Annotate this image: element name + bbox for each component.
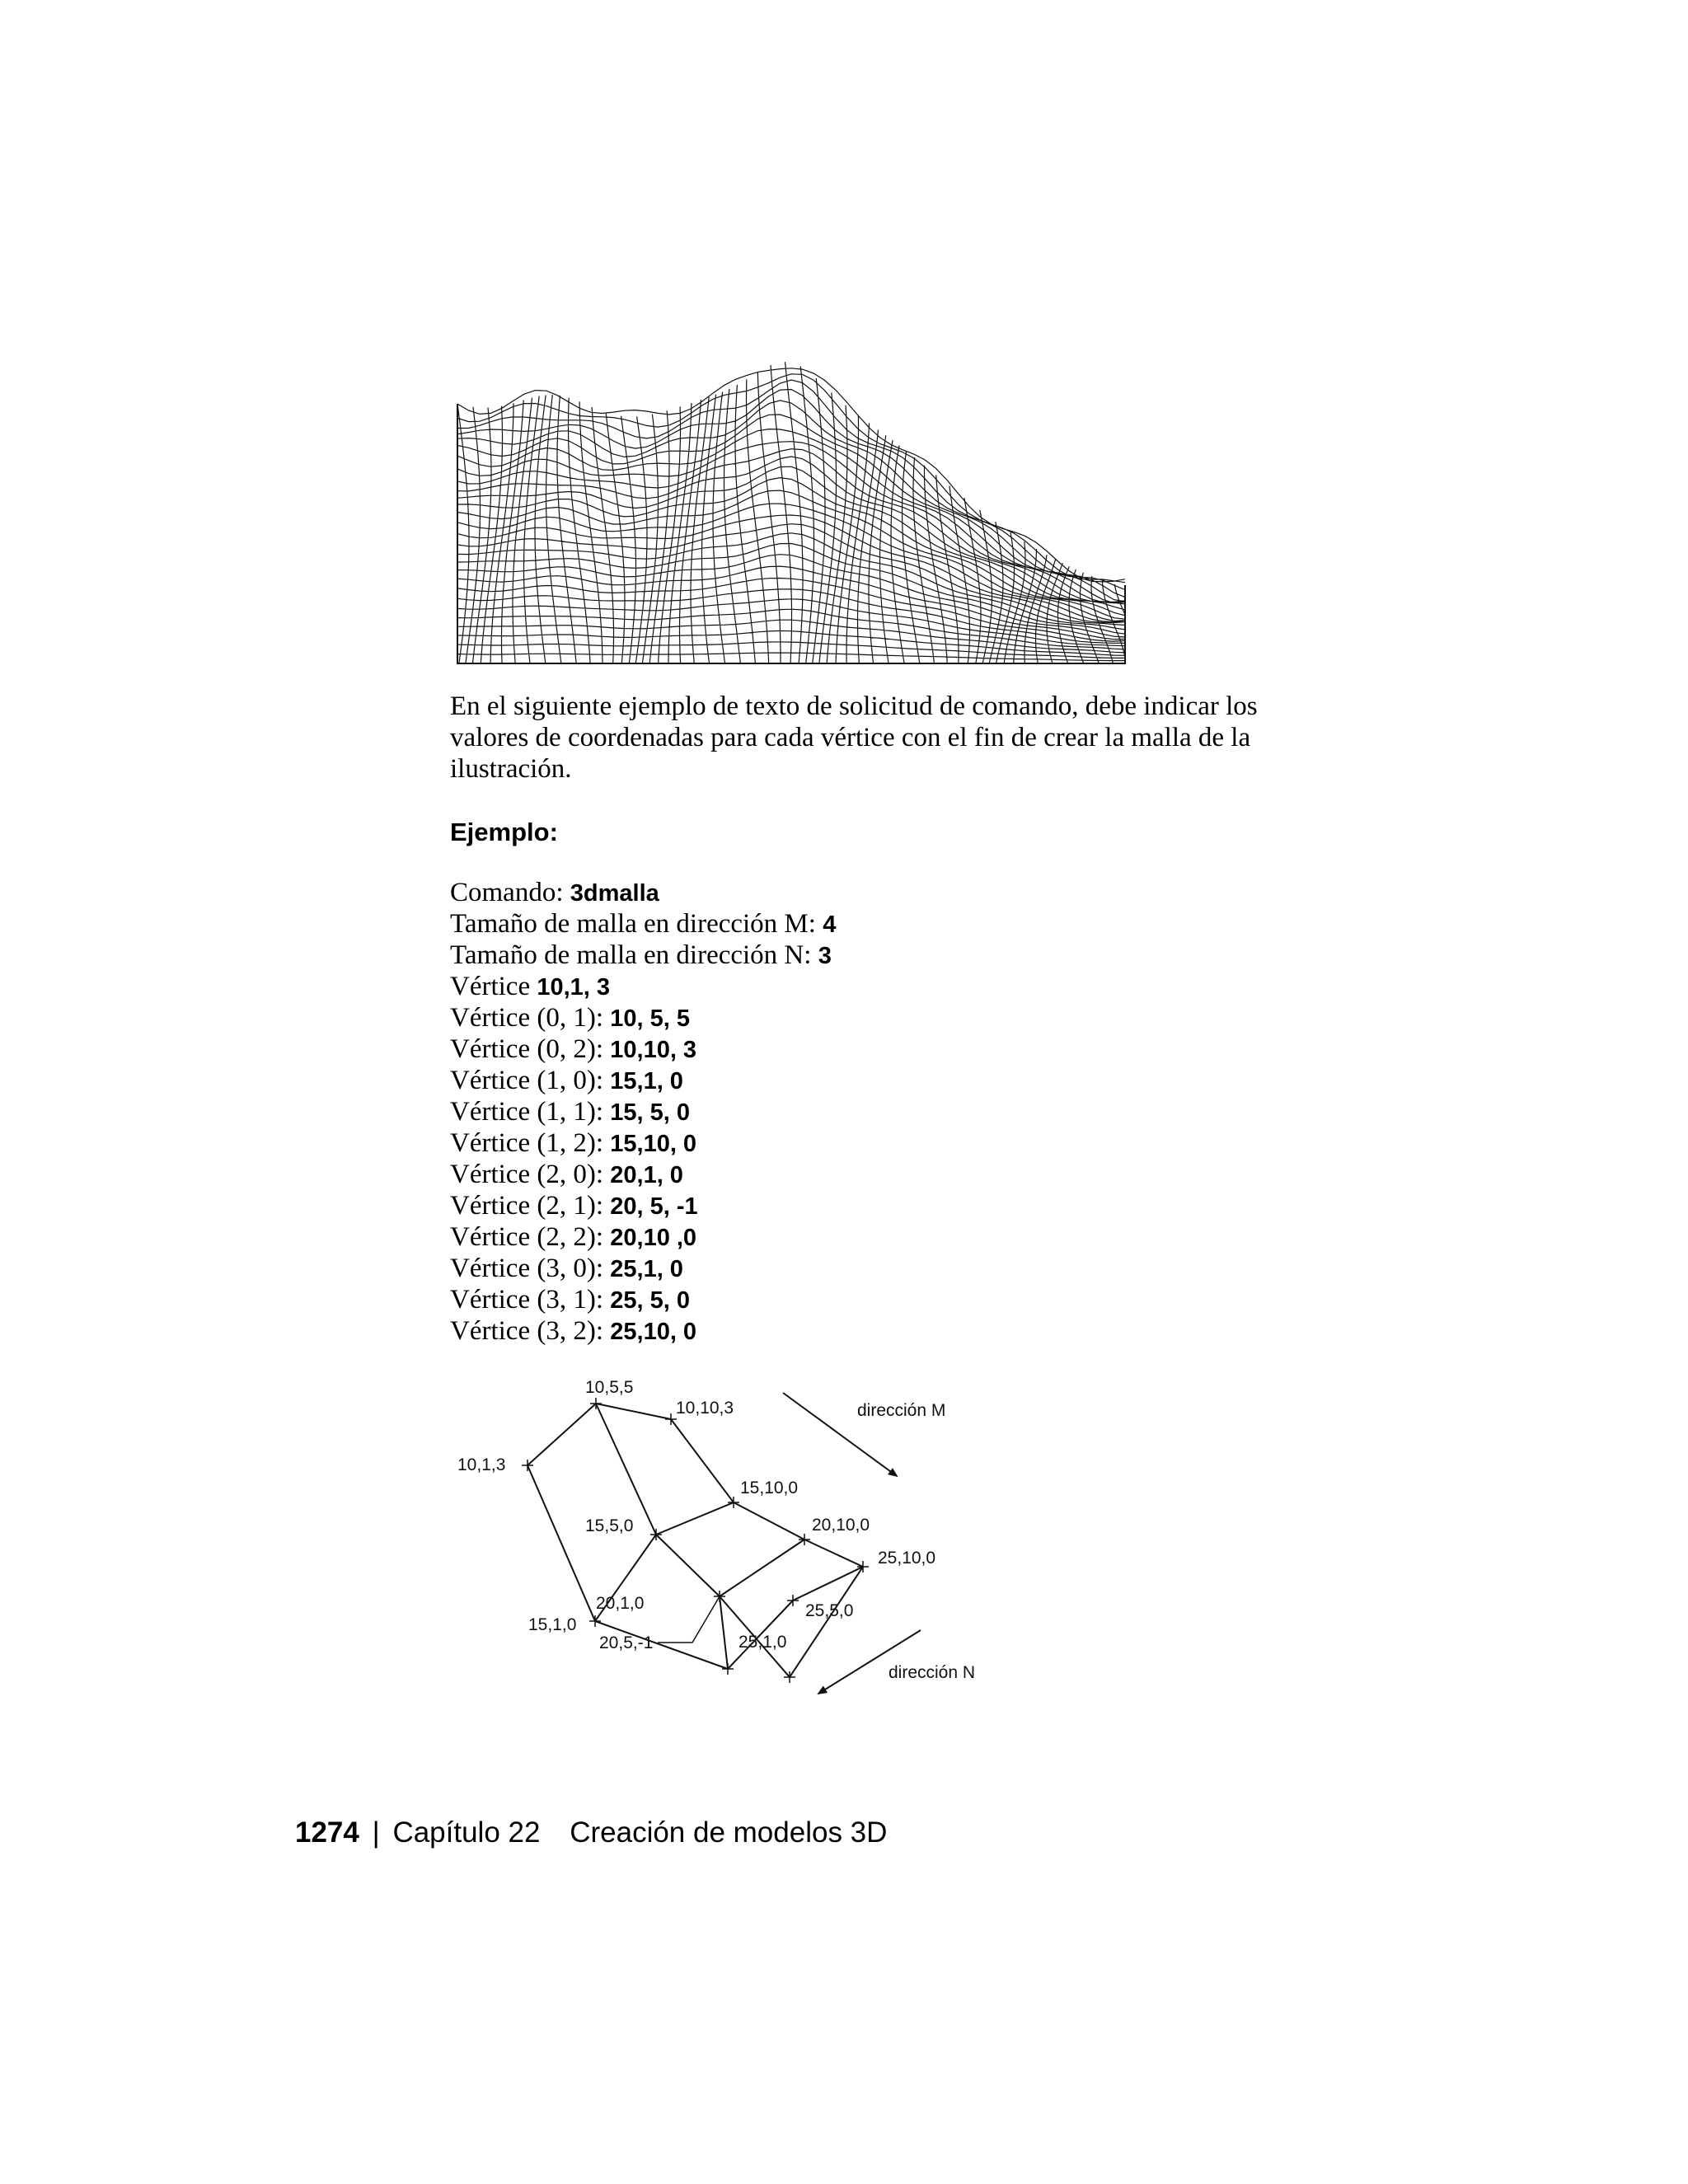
command-value: 25, 5, 0 [610,1287,690,1314]
command-line [450,1127,836,1159]
command-value: 25,1, 0 [610,1256,683,1282]
command-value: 3 [818,943,832,969]
footer-separator: | [372,1816,380,1849]
command-line [450,1253,836,1284]
label-10-1-3: 10,1,3 [457,1455,506,1474]
label-25-10-0: 25,10,0 [878,1549,936,1568]
command-line [450,1096,836,1127]
direction-n-arrow [818,1630,921,1694]
command-line [450,1284,836,1315]
mesh-edge-col-0 [528,1404,671,1465]
command-value: 25,10, 0 [610,1319,697,1345]
command-prompt: Vértice (3, 1): [450,1285,611,1315]
label-15-1-0: 15,1,0 [528,1615,577,1634]
command-prompt: Vértice (0, 2): [450,1034,611,1064]
label-20-5-m1: 20,5,-1 [599,1633,654,1652]
command-line [450,940,836,971]
direction-n-label: dirección N [889,1663,976,1682]
command-value: 20, 5, -1 [610,1193,698,1220]
command-prompt: Vértice (3, 0): [450,1254,611,1283]
command-value: 4 [823,912,837,938]
chapter-title: Creación de modelos 3D [570,1816,888,1849]
command-line [450,971,836,1002]
chapter-label: Capítulo 22 [392,1816,541,1849]
command-prompt: Vértice (3, 2): [450,1316,611,1346]
command-value: 20,1, 0 [610,1162,683,1188]
command-value: 20,10 ,0 [610,1225,697,1251]
command-value: 15,10, 0 [610,1131,697,1157]
command-prompt: Tamaño de malla en dirección M: [450,909,823,939]
command-line [450,1221,836,1253]
page-footer [295,1816,887,1849]
terrain-mesh-illustration [453,346,1129,668]
label-20-1-0: 20,1,0 [596,1594,645,1613]
example-heading: Ejemplo: [450,818,558,846]
intro-paragraph: En el siguiente ejemplo de texto de solicitud de comando, debe indicar los valores de coordenadas para cada vértice con el fin de crear la malla de la ilustración. [450,691,1258,784]
command-value: 15, 5, 0 [610,1099,690,1126]
label-10-5-5: 10,5,5 [585,1378,634,1397]
command-prompt: Vértice (1, 0): [450,1066,611,1095]
mesh-edges [528,1404,863,1677]
command-prompt: Vértice (0, 1): [450,1003,611,1033]
command-prompt: Vértice (2, 2): [450,1222,611,1252]
command-prompt-listing [450,877,836,1347]
command-prompt: Vértice (1, 1): [450,1097,611,1127]
command-value: 10,1, 3 [537,974,611,1001]
command-value: 3dmalla [570,880,659,907]
vertex-marker [799,1534,810,1545]
command-line [450,1065,836,1096]
command-line [450,1033,836,1065]
command-line [450,1190,836,1221]
command-line [450,1159,836,1190]
page-number: 1274 [295,1816,359,1849]
command-prompt: Vértice [450,972,537,1001]
command-prompt: Tamaño de malla en dirección N: [450,940,818,970]
leader-line [658,1596,720,1643]
command-line [450,1002,836,1033]
label-15-5-0: 15,5,0 [585,1516,634,1535]
command-value: 10, 5, 5 [610,1005,690,1032]
command-value: 15,1, 0 [610,1068,683,1094]
vertex-marker [589,1615,601,1627]
label-25-1-0: 25,1,0 [738,1633,787,1652]
direction-m-label: dirección M [857,1401,946,1420]
label-10-10-3: 10,10,3 [676,1399,734,1418]
command-prompt: Vértice (2, 0): [450,1160,611,1189]
label-15-10-0: 15,10,0 [740,1479,799,1497]
command-line [450,877,836,908]
command-prompt: Vértice (2, 1): [450,1191,611,1221]
label-20-10-0: 20,10,0 [812,1516,870,1535]
command-line [450,908,836,940]
mesh-vertex-diagram [445,1368,1022,1706]
mesh-edge-col-3 [790,1567,863,1677]
terrain-wireframe [457,362,1125,663]
command-line [450,1315,836,1347]
command-prompt: Comando: [450,878,570,907]
command-value: 10,10, 3 [610,1037,697,1063]
command-prompt: Vértice (1, 2): [450,1128,611,1158]
label-25-5-0: 25,5,0 [805,1601,854,1620]
vertex-markers [522,1398,869,1683]
